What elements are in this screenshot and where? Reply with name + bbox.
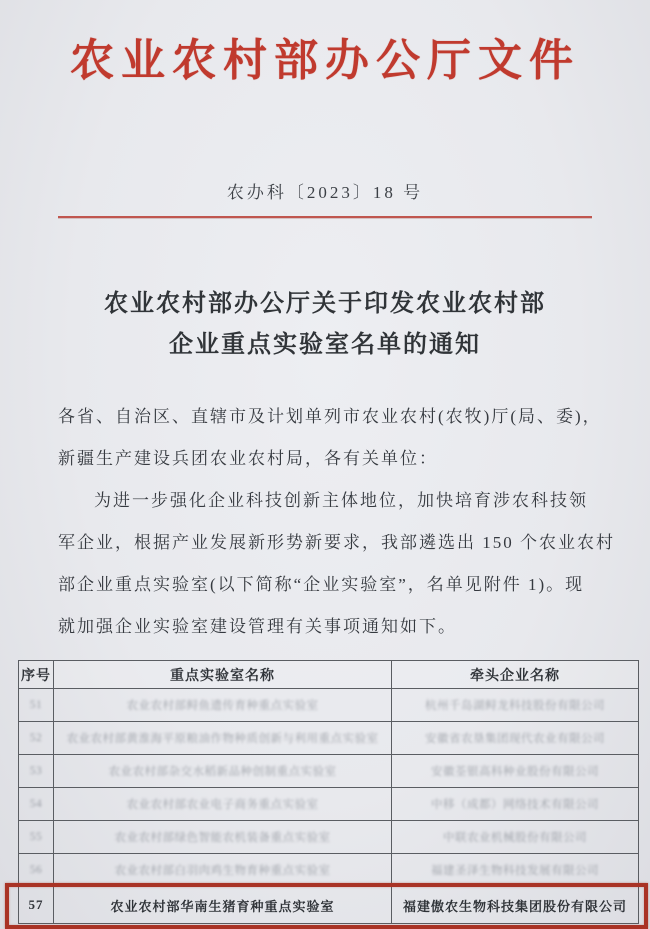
notice-title-line-1: 农业农村部办公厅关于印发农业农村部 (104, 291, 546, 317)
notice-title (0, 284, 650, 366)
row-no: 57 (19, 887, 54, 924)
body-line-3: 部企业重点实验室(以下简称“企业实验室”，名单见附件 1)。现 (58, 575, 585, 594)
salutation-line-2: 新疆生产建设兵团农业农村局，各有关单位： (58, 449, 438, 468)
table-header-row (19, 661, 639, 689)
row-company-name: 安徽荃银高科种业股份有限公司 (392, 755, 639, 788)
table-row (19, 689, 639, 722)
body-line-2: 军企业，根据产业发展新形势新要求，我部遴选出 150 个农业农村 (58, 533, 615, 552)
column-header-company-name: 牵头企业名称 (392, 661, 639, 689)
row-company-name: 杭州千岛湖鲟龙科技股份有限公司 (392, 689, 639, 722)
table-row (19, 788, 639, 821)
row-lab-name: 农业农村部农业电子商务重点实验室 (54, 788, 392, 821)
row-company-name: 福建傲农生物科技集团股份有限公司 (392, 887, 639, 924)
table-row-highlighted (19, 887, 639, 924)
body-line-1: 为进一步强化企业科技创新主体地位，加快培育涉农科技领 (94, 491, 588, 510)
row-no: 56 (19, 854, 54, 887)
notice-title-line-2: 企业重点实验室名单的通知 (169, 332, 481, 358)
row-lab-name: 农业农村部鲟鱼遗传育种重点实验室 (54, 689, 392, 722)
salutation-line-1: 各省、自治区、直辖市及计划单列市农业农村(农牧)厅(局、委)， (58, 407, 602, 426)
row-lab-name: 农业农村部杂交水稻新品种创制重点实验室 (54, 755, 392, 788)
column-header-no: 序号 (19, 661, 54, 689)
row-lab-name: 农业农村部绿色智能农机装备重点实验室 (54, 821, 392, 854)
table-row (19, 821, 639, 854)
document-body (58, 396, 615, 648)
row-company-name: 中联农业机械股份有限公司 (392, 821, 639, 854)
row-company-name: 福建圣泽生物科技发展有限公司 (392, 854, 639, 887)
row-no: 54 (19, 788, 54, 821)
letterhead-title: 农业农村部办公厅文件 (70, 36, 580, 85)
lab-list-table-wrap (18, 660, 638, 924)
row-no: 52 (19, 722, 54, 755)
table-row (19, 755, 639, 788)
row-lab-name: 农业农村部黄淮海平原粮油作物种质创新与利用重点实验室 (54, 722, 392, 755)
row-lab-name: 农业农村部华南生猪育种重点实验室 (54, 887, 392, 924)
red-divider-line (58, 216, 592, 218)
row-no: 53 (19, 755, 54, 788)
row-no: 51 (19, 689, 54, 722)
column-header-lab-name: 重点实验室名称 (54, 661, 392, 689)
lab-list-table (18, 660, 639, 924)
document-number: 农办科〔2023〕18 号 (226, 183, 424, 202)
table-row (19, 854, 639, 887)
row-lab-name: 农业农村部白羽肉鸡生物育种重点实验室 (54, 854, 392, 887)
row-company-name: 安徽省农垦集团现代农业有限公司 (392, 722, 639, 755)
row-no: 55 (19, 821, 54, 854)
body-line-4: 就加强企业实验室建设管理有关事项通知如下。 (58, 617, 457, 636)
table-row (19, 722, 639, 755)
row-company-name: 中移（成都）网络技术有限公司 (392, 788, 639, 821)
